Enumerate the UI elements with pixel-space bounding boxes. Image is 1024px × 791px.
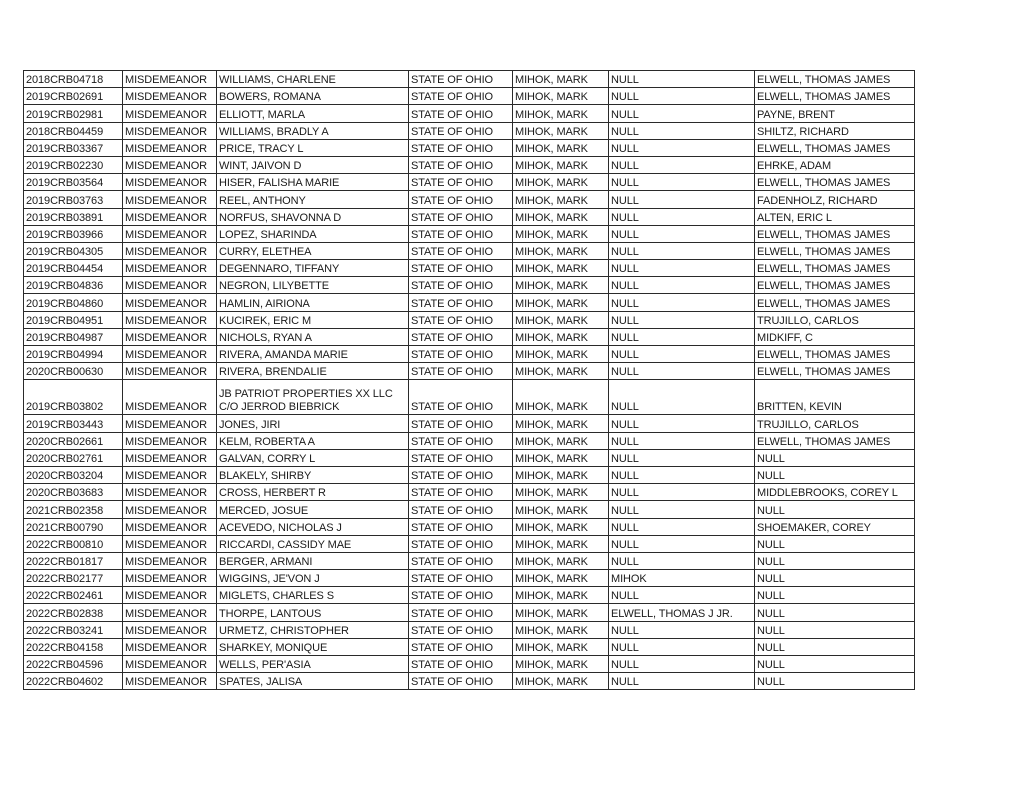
plaintiff-cell: STATE OF OHIO bbox=[409, 122, 513, 139]
officer-cell: NULL bbox=[755, 501, 915, 518]
attorney-cell: NULL bbox=[609, 415, 755, 432]
plaintiff-cell: STATE OF OHIO bbox=[409, 311, 513, 328]
table-row bbox=[24, 311, 915, 328]
case-number-cell: 2019CRB02981 bbox=[24, 105, 123, 122]
table-row bbox=[24, 501, 915, 518]
case-number-cell: 2018CRB04459 bbox=[24, 122, 123, 139]
case-number-cell: 2022CRB02461 bbox=[24, 587, 123, 604]
defendant-cell: WIGGINS, JE'VON J bbox=[217, 570, 409, 587]
officer-cell: SHILTZ, RICHARD bbox=[755, 122, 915, 139]
case-number-cell: 2021CRB02358 bbox=[24, 501, 123, 518]
judge-cell: MIHOK, MARK bbox=[513, 208, 609, 225]
judge-cell: MIHOK, MARK bbox=[513, 225, 609, 242]
attorney-cell: NULL bbox=[609, 71, 755, 88]
plaintiff-cell: STATE OF OHIO bbox=[409, 277, 513, 294]
judge-cell: MIHOK, MARK bbox=[513, 535, 609, 552]
attorney-cell: NULL bbox=[609, 535, 755, 552]
case-type-cell: MISDEMEANOR bbox=[123, 587, 217, 604]
defendant-cell: BLAKELY, SHIRBY bbox=[217, 466, 409, 483]
defendant-cell: RIVERA, BRENDALIE bbox=[217, 363, 409, 380]
judge-cell: MIHOK, MARK bbox=[513, 139, 609, 156]
officer-cell: MIDDLEBROOKS, COREY L bbox=[755, 484, 915, 501]
case-type-cell: MISDEMEANOR bbox=[123, 71, 217, 88]
case-number-cell: 2020CRB00630 bbox=[24, 363, 123, 380]
case-type-cell: MISDEMEANOR bbox=[123, 225, 217, 242]
officer-cell: ELWELL, THOMAS JAMES bbox=[755, 294, 915, 311]
plaintiff-cell: STATE OF OHIO bbox=[409, 208, 513, 225]
table-row bbox=[24, 225, 915, 242]
defendant-cell: BERGER, ARMANI bbox=[217, 552, 409, 569]
case-type-cell: MISDEMEANOR bbox=[123, 570, 217, 587]
judge-cell: MIHOK, MARK bbox=[513, 380, 609, 415]
plaintiff-cell: STATE OF OHIO bbox=[409, 242, 513, 259]
case-number-cell: 2022CRB00810 bbox=[24, 535, 123, 552]
attorney-cell: NULL bbox=[609, 260, 755, 277]
attorney-cell: NULL bbox=[609, 501, 755, 518]
case-type-cell: MISDEMEANOR bbox=[123, 191, 217, 208]
officer-cell: ELWELL, THOMAS JAMES bbox=[755, 277, 915, 294]
officer-cell: EHRKE, ADAM bbox=[755, 156, 915, 173]
table-row bbox=[24, 587, 915, 604]
case-number-cell: 2019CRB02230 bbox=[24, 156, 123, 173]
case-type-cell: MISDEMEANOR bbox=[123, 484, 217, 501]
case-type-cell: MISDEMEANOR bbox=[123, 518, 217, 535]
defendant-cell: LOPEZ, SHARINDA bbox=[217, 225, 409, 242]
judge-cell: MIHOK, MARK bbox=[513, 105, 609, 122]
judge-cell: MIHOK, MARK bbox=[513, 415, 609, 432]
officer-cell: ELWELL, THOMAS JAMES bbox=[755, 260, 915, 277]
case-type-cell: MISDEMEANOR bbox=[123, 260, 217, 277]
case-type-cell: MISDEMEANOR bbox=[123, 604, 217, 621]
case-type-cell: MISDEMEANOR bbox=[123, 139, 217, 156]
defendant-cell: ELLIOTT, MARLA bbox=[217, 105, 409, 122]
case-records-table bbox=[23, 70, 915, 690]
plaintiff-cell: STATE OF OHIO bbox=[409, 71, 513, 88]
defendant-cell: SHARKEY, MONIQUE bbox=[217, 638, 409, 655]
defendant-cell: JB PATRIOT PROPERTIES XX LLC C/O JERROD BIEBRICK bbox=[217, 380, 409, 415]
attorney-cell: NULL bbox=[609, 449, 755, 466]
case-number-cell: 2021CRB00790 bbox=[24, 518, 123, 535]
defendant-cell: RIVERA, AMANDA MARIE bbox=[217, 346, 409, 363]
officer-cell: NULL bbox=[755, 535, 915, 552]
plaintiff-cell: STATE OF OHIO bbox=[409, 415, 513, 432]
officer-cell: ALTEN, ERIC L bbox=[755, 208, 915, 225]
judge-cell: MIHOK, MARK bbox=[513, 363, 609, 380]
table-row bbox=[24, 380, 915, 415]
table-row bbox=[24, 415, 915, 432]
case-type-cell: MISDEMEANOR bbox=[123, 156, 217, 173]
table-row bbox=[24, 484, 915, 501]
case-number-cell: 2020CRB02661 bbox=[24, 432, 123, 449]
case-type-cell: MISDEMEANOR bbox=[123, 656, 217, 673]
defendant-cell: KELM, ROBERTA A bbox=[217, 432, 409, 449]
case-type-cell: MISDEMEANOR bbox=[123, 294, 217, 311]
plaintiff-cell: STATE OF OHIO bbox=[409, 466, 513, 483]
case-number-cell: 2019CRB03802 bbox=[24, 380, 123, 415]
case-type-cell: MISDEMEANOR bbox=[123, 363, 217, 380]
case-number-cell: 2019CRB02691 bbox=[24, 88, 123, 105]
case-type-cell: MISDEMEANOR bbox=[123, 466, 217, 483]
case-type-cell: MISDEMEANOR bbox=[123, 501, 217, 518]
plaintiff-cell: STATE OF OHIO bbox=[409, 260, 513, 277]
defendant-cell: PRICE, TRACY L bbox=[217, 139, 409, 156]
attorney-cell: NULL bbox=[609, 208, 755, 225]
case-type-cell: MISDEMEANOR bbox=[123, 346, 217, 363]
judge-cell: MIHOK, MARK bbox=[513, 673, 609, 690]
defendant-cell: ACEVEDO, NICHOLAS J bbox=[217, 518, 409, 535]
case-type-cell: MISDEMEANOR bbox=[123, 174, 217, 191]
table-row bbox=[24, 277, 915, 294]
table-row bbox=[24, 346, 915, 363]
attorney-cell: NULL bbox=[609, 242, 755, 259]
defendant-cell: NEGRON, LILYBETTE bbox=[217, 277, 409, 294]
judge-cell: MIHOK, MARK bbox=[513, 328, 609, 345]
attorney-cell: MIHOK bbox=[609, 570, 755, 587]
officer-cell: BRITTEN, KEVIN bbox=[755, 380, 915, 415]
defendant-cell: BOWERS, ROMANA bbox=[217, 88, 409, 105]
judge-cell: MIHOK, MARK bbox=[513, 260, 609, 277]
table-row bbox=[24, 191, 915, 208]
judge-cell: MIHOK, MARK bbox=[513, 552, 609, 569]
table-row bbox=[24, 174, 915, 191]
defendant-cell: KUCIREK, ERIC M bbox=[217, 311, 409, 328]
defendant-cell: MERCED, JOSUE bbox=[217, 501, 409, 518]
plaintiff-cell: STATE OF OHIO bbox=[409, 191, 513, 208]
case-number-cell: 2022CRB04158 bbox=[24, 638, 123, 655]
table-row bbox=[24, 139, 915, 156]
case-number-cell: 2019CRB03367 bbox=[24, 139, 123, 156]
judge-cell: MIHOK, MARK bbox=[513, 432, 609, 449]
table-row bbox=[24, 535, 915, 552]
officer-cell: NULL bbox=[755, 638, 915, 655]
case-number-cell: 2022CRB04596 bbox=[24, 656, 123, 673]
case-type-cell: MISDEMEANOR bbox=[123, 380, 217, 415]
plaintiff-cell: STATE OF OHIO bbox=[409, 88, 513, 105]
table-row bbox=[24, 552, 915, 569]
officer-cell: NULL bbox=[755, 570, 915, 587]
case-type-cell: MISDEMEANOR bbox=[123, 311, 217, 328]
attorney-cell: NULL bbox=[609, 88, 755, 105]
attorney-cell: NULL bbox=[609, 174, 755, 191]
case-number-cell: 2022CRB02177 bbox=[24, 570, 123, 587]
officer-cell: MIDKIFF, C bbox=[755, 328, 915, 345]
attorney-cell: NULL bbox=[609, 432, 755, 449]
plaintiff-cell: STATE OF OHIO bbox=[409, 328, 513, 345]
officer-cell: ELWELL, THOMAS JAMES bbox=[755, 88, 915, 105]
officer-cell: ELWELL, THOMAS JAMES bbox=[755, 225, 915, 242]
case-number-cell: 2020CRB03204 bbox=[24, 466, 123, 483]
case-type-cell: MISDEMEANOR bbox=[123, 552, 217, 569]
judge-cell: MIHOK, MARK bbox=[513, 587, 609, 604]
table-row bbox=[24, 621, 915, 638]
case-type-cell: MISDEMEANOR bbox=[123, 449, 217, 466]
table-row bbox=[24, 156, 915, 173]
case-number-cell: 2019CRB04987 bbox=[24, 328, 123, 345]
plaintiff-cell: STATE OF OHIO bbox=[409, 174, 513, 191]
case-type-cell: MISDEMEANOR bbox=[123, 88, 217, 105]
table-row bbox=[24, 466, 915, 483]
case-number-cell: 2018CRB04718 bbox=[24, 71, 123, 88]
plaintiff-cell: STATE OF OHIO bbox=[409, 535, 513, 552]
defendant-cell: CURRY, ELETHEA bbox=[217, 242, 409, 259]
table-row bbox=[24, 449, 915, 466]
judge-cell: MIHOK, MARK bbox=[513, 466, 609, 483]
table-row bbox=[24, 656, 915, 673]
attorney-cell: NULL bbox=[609, 225, 755, 242]
officer-cell: NULL bbox=[755, 587, 915, 604]
plaintiff-cell: STATE OF OHIO bbox=[409, 656, 513, 673]
case-number-cell: 2022CRB03241 bbox=[24, 621, 123, 638]
case-number-cell: 2019CRB04836 bbox=[24, 277, 123, 294]
defendant-cell: REEL, ANTHONY bbox=[217, 191, 409, 208]
table-row bbox=[24, 570, 915, 587]
attorney-cell: NULL bbox=[609, 191, 755, 208]
attorney-cell: NULL bbox=[609, 656, 755, 673]
attorney-cell: NULL bbox=[609, 277, 755, 294]
case-number-cell: 2019CRB04951 bbox=[24, 311, 123, 328]
defendant-cell: SPATES, JALISA bbox=[217, 673, 409, 690]
officer-cell: ELWELL, THOMAS JAMES bbox=[755, 139, 915, 156]
defendant-cell: MIGLETS, CHARLES S bbox=[217, 587, 409, 604]
case-type-cell: MISDEMEANOR bbox=[123, 638, 217, 655]
attorney-cell: NULL bbox=[609, 122, 755, 139]
table-row bbox=[24, 604, 915, 621]
defendant-cell: JONES, JIRI bbox=[217, 415, 409, 432]
officer-cell: ELWELL, THOMAS JAMES bbox=[755, 346, 915, 363]
case-number-cell: 2020CRB02761 bbox=[24, 449, 123, 466]
defendant-cell: RICCARDI, CASSIDY MAE bbox=[217, 535, 409, 552]
judge-cell: MIHOK, MARK bbox=[513, 311, 609, 328]
defendant-cell: THORPE, LANTOUS bbox=[217, 604, 409, 621]
plaintiff-cell: STATE OF OHIO bbox=[409, 518, 513, 535]
defendant-cell: NICHOLS, RYAN A bbox=[217, 328, 409, 345]
judge-cell: MIHOK, MARK bbox=[513, 346, 609, 363]
judge-cell: MIHOK, MARK bbox=[513, 449, 609, 466]
table-row bbox=[24, 71, 915, 88]
judge-cell: MIHOK, MARK bbox=[513, 604, 609, 621]
plaintiff-cell: STATE OF OHIO bbox=[409, 621, 513, 638]
attorney-cell: NULL bbox=[609, 311, 755, 328]
judge-cell: MIHOK, MARK bbox=[513, 122, 609, 139]
officer-cell: SHOEMAKER, COREY bbox=[755, 518, 915, 535]
attorney-cell: NULL bbox=[609, 621, 755, 638]
plaintiff-cell: STATE OF OHIO bbox=[409, 570, 513, 587]
defendant-cell: WELLS, PER'ASIA bbox=[217, 656, 409, 673]
defendant-cell: CROSS, HERBERT R bbox=[217, 484, 409, 501]
judge-cell: MIHOK, MARK bbox=[513, 638, 609, 655]
case-number-cell: 2019CRB04454 bbox=[24, 260, 123, 277]
case-number-cell: 2022CRB04602 bbox=[24, 673, 123, 690]
case-type-cell: MISDEMEANOR bbox=[123, 415, 217, 432]
case-type-cell: MISDEMEANOR bbox=[123, 208, 217, 225]
attorney-cell: ELWELL, THOMAS J JR. bbox=[609, 604, 755, 621]
table-row bbox=[24, 328, 915, 345]
table-row bbox=[24, 105, 915, 122]
judge-cell: MIHOK, MARK bbox=[513, 484, 609, 501]
case-type-cell: MISDEMEANOR bbox=[123, 432, 217, 449]
table-row bbox=[24, 260, 915, 277]
table-row bbox=[24, 363, 915, 380]
officer-cell: NULL bbox=[755, 604, 915, 621]
attorney-cell: NULL bbox=[609, 156, 755, 173]
case-number-cell: 2020CRB03683 bbox=[24, 484, 123, 501]
case-type-cell: MISDEMEANOR bbox=[123, 673, 217, 690]
case-number-cell: 2019CRB03564 bbox=[24, 174, 123, 191]
attorney-cell: NULL bbox=[609, 294, 755, 311]
plaintiff-cell: STATE OF OHIO bbox=[409, 105, 513, 122]
case-type-cell: MISDEMEANOR bbox=[123, 105, 217, 122]
judge-cell: MIHOK, MARK bbox=[513, 71, 609, 88]
plaintiff-cell: STATE OF OHIO bbox=[409, 380, 513, 415]
judge-cell: MIHOK, MARK bbox=[513, 88, 609, 105]
attorney-cell: NULL bbox=[609, 363, 755, 380]
officer-cell: NULL bbox=[755, 449, 915, 466]
plaintiff-cell: STATE OF OHIO bbox=[409, 225, 513, 242]
table-row bbox=[24, 638, 915, 655]
attorney-cell: NULL bbox=[609, 587, 755, 604]
plaintiff-cell: STATE OF OHIO bbox=[409, 156, 513, 173]
case-number-cell: 2019CRB03763 bbox=[24, 191, 123, 208]
plaintiff-cell: STATE OF OHIO bbox=[409, 432, 513, 449]
judge-cell: MIHOK, MARK bbox=[513, 242, 609, 259]
officer-cell: FADENHOLZ, RICHARD bbox=[755, 191, 915, 208]
officer-cell: NULL bbox=[755, 552, 915, 569]
plaintiff-cell: STATE OF OHIO bbox=[409, 552, 513, 569]
case-type-cell: MISDEMEANOR bbox=[123, 535, 217, 552]
defendant-cell: GALVAN, CORRY L bbox=[217, 449, 409, 466]
judge-cell: MIHOK, MARK bbox=[513, 174, 609, 191]
plaintiff-cell: STATE OF OHIO bbox=[409, 587, 513, 604]
attorney-cell: NULL bbox=[609, 346, 755, 363]
case-number-cell: 2019CRB04860 bbox=[24, 294, 123, 311]
table-row bbox=[24, 432, 915, 449]
plaintiff-cell: STATE OF OHIO bbox=[409, 638, 513, 655]
officer-cell: PAYNE, BRENT bbox=[755, 105, 915, 122]
defendant-cell: WINT, JAIVON D bbox=[217, 156, 409, 173]
officer-cell: ELWELL, THOMAS JAMES bbox=[755, 71, 915, 88]
attorney-cell: NULL bbox=[609, 552, 755, 569]
judge-cell: MIHOK, MARK bbox=[513, 294, 609, 311]
table-row bbox=[24, 88, 915, 105]
attorney-cell: NULL bbox=[609, 673, 755, 690]
defendant-cell: WILLIAMS, CHARLENE bbox=[217, 71, 409, 88]
attorney-cell: NULL bbox=[609, 466, 755, 483]
attorney-cell: NULL bbox=[609, 328, 755, 345]
table-row bbox=[24, 242, 915, 259]
table-row bbox=[24, 673, 915, 690]
case-number-cell: 2019CRB03443 bbox=[24, 415, 123, 432]
case-number-cell: 2019CRB04994 bbox=[24, 346, 123, 363]
table-row bbox=[24, 122, 915, 139]
judge-cell: MIHOK, MARK bbox=[513, 518, 609, 535]
judge-cell: MIHOK, MARK bbox=[513, 501, 609, 518]
case-records-body bbox=[24, 71, 915, 690]
plaintiff-cell: STATE OF OHIO bbox=[409, 673, 513, 690]
plaintiff-cell: STATE OF OHIO bbox=[409, 139, 513, 156]
plaintiff-cell: STATE OF OHIO bbox=[409, 363, 513, 380]
case-number-cell: 2019CRB03891 bbox=[24, 208, 123, 225]
attorney-cell: NULL bbox=[609, 518, 755, 535]
table-row bbox=[24, 294, 915, 311]
plaintiff-cell: STATE OF OHIO bbox=[409, 484, 513, 501]
case-type-cell: MISDEMEANOR bbox=[123, 621, 217, 638]
officer-cell: NULL bbox=[755, 673, 915, 690]
plaintiff-cell: STATE OF OHIO bbox=[409, 294, 513, 311]
case-type-cell: MISDEMEANOR bbox=[123, 328, 217, 345]
officer-cell: TRUJILLO, CARLOS bbox=[755, 415, 915, 432]
judge-cell: MIHOK, MARK bbox=[513, 656, 609, 673]
plaintiff-cell: STATE OF OHIO bbox=[409, 449, 513, 466]
officer-cell: ELWELL, THOMAS JAMES bbox=[755, 242, 915, 259]
case-number-cell: 2022CRB02838 bbox=[24, 604, 123, 621]
case-number-cell: 2022CRB01817 bbox=[24, 552, 123, 569]
plaintiff-cell: STATE OF OHIO bbox=[409, 501, 513, 518]
plaintiff-cell: STATE OF OHIO bbox=[409, 604, 513, 621]
case-type-cell: MISDEMEANOR bbox=[123, 242, 217, 259]
attorney-cell: NULL bbox=[609, 139, 755, 156]
case-number-cell: 2019CRB03966 bbox=[24, 225, 123, 242]
case-type-cell: MISDEMEANOR bbox=[123, 277, 217, 294]
officer-cell: ELWELL, THOMAS JAMES bbox=[755, 432, 915, 449]
attorney-cell: NULL bbox=[609, 380, 755, 415]
attorney-cell: NULL bbox=[609, 638, 755, 655]
defendant-cell: NORFUS, SHAVONNA D bbox=[217, 208, 409, 225]
judge-cell: MIHOK, MARK bbox=[513, 570, 609, 587]
officer-cell: NULL bbox=[755, 656, 915, 673]
judge-cell: MIHOK, MARK bbox=[513, 277, 609, 294]
case-number-cell: 2019CRB04305 bbox=[24, 242, 123, 259]
officer-cell: ELWELL, THOMAS JAMES bbox=[755, 174, 915, 191]
officer-cell: NULL bbox=[755, 621, 915, 638]
officer-cell: TRUJILLO, CARLOS bbox=[755, 311, 915, 328]
attorney-cell: NULL bbox=[609, 105, 755, 122]
defendant-cell: URMETZ, CHRISTOPHER bbox=[217, 621, 409, 638]
plaintiff-cell: STATE OF OHIO bbox=[409, 346, 513, 363]
defendant-cell: HISER, FALISHA MARIE bbox=[217, 174, 409, 191]
defendant-cell: HAMLIN, AIRIONA bbox=[217, 294, 409, 311]
defendant-cell: DEGENNARO, TIFFANY bbox=[217, 260, 409, 277]
table-row bbox=[24, 208, 915, 225]
attorney-cell: NULL bbox=[609, 484, 755, 501]
judge-cell: MIHOK, MARK bbox=[513, 621, 609, 638]
defendant-cell: WILLIAMS, BRADLY A bbox=[217, 122, 409, 139]
judge-cell: MIHOK, MARK bbox=[513, 191, 609, 208]
officer-cell: NULL bbox=[755, 466, 915, 483]
judge-cell: MIHOK, MARK bbox=[513, 156, 609, 173]
table-row bbox=[24, 518, 915, 535]
officer-cell: ELWELL, THOMAS JAMES bbox=[755, 363, 915, 380]
case-type-cell: MISDEMEANOR bbox=[123, 122, 217, 139]
